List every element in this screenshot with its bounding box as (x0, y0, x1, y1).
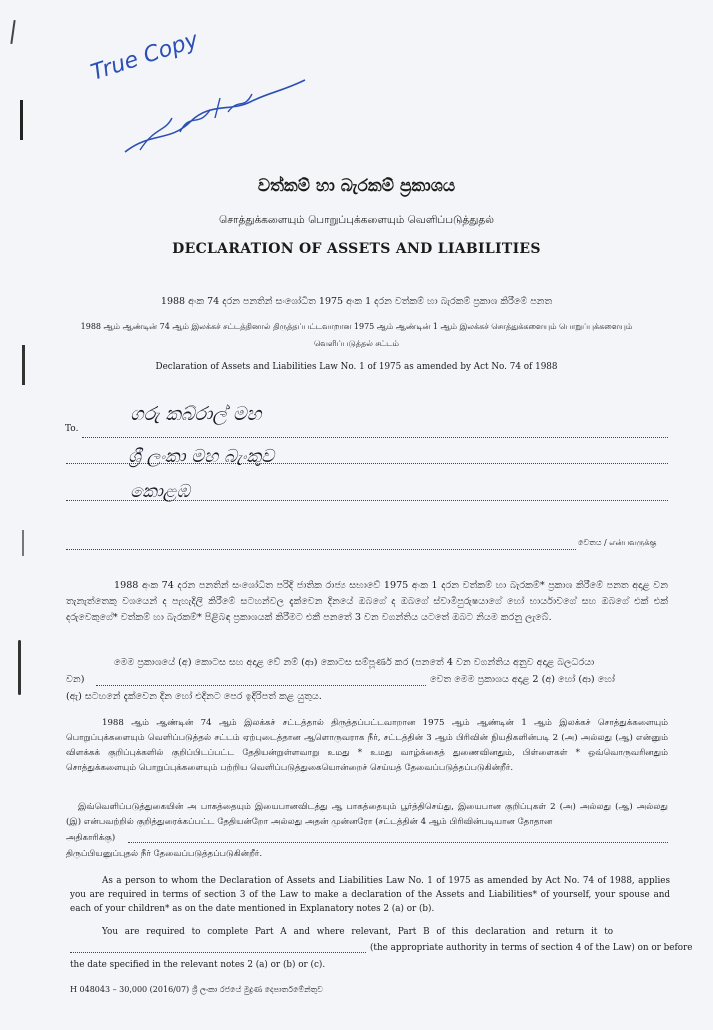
true-copy-annotation: True Copy (88, 27, 202, 86)
law-title-tamil-2: வெளிப்படுத்தல் சட்டம் (314, 339, 399, 348)
english-paragraph-2-authority: (the appropriate authority in terms of section 4 of the Law) on or before (370, 943, 693, 953)
authority-blank-sinhala (96, 684, 426, 686)
binder-mark (20, 100, 23, 140)
sinhala-paragraph-2-suffix: වෙත මෙම ප්‍රකාශය අදාළ 2 (අ) හෝ (ආ) හෝ (430, 674, 615, 685)
sinhala-paragraph-1: 1988 අංක 74 දරන පනතින් සංශෝධිත පරිදි ජාතික රාජ්‍ය සභාවේ 1975 අංක 1 දරන වත්කම් හා බැරකම්* ප්‍රකාශ කිරීමේ පනත අදාළ වන තැනැත්තෙකු වශයෙන් ද පැහැදිලි කිරීමේ සටහන්වල දැක්වෙන දිනයේ ඔබගේ ද ඔබගේ ස්වාමිපුරුෂයාගේ හෝ භාර්යාවගේ සහ ඔබගේ එක් එක් දරුවෙකුගේ* වත්කම් හා බැරකම්* පිළිබඳ ප්‍රකාශයක් කිරීමට එකී පනතේ 3 වන වගන්තිය යටතේ ඔබට නියම කරනු ලැබේ. (66, 580, 668, 623)
english-paragraph-2-end: the date specified in the relevant notes 2 (a) or (b) or (c). (70, 960, 326, 970)
title-english: DECLARATION OF ASSETS AND LIABILITIES (172, 241, 541, 257)
to-label: To. (65, 424, 79, 434)
law-title-tamil-1: 1988 ஆம் ஆண்டின் 74 ஆம் இலக்கச் சட்டத்தினால் திருத்தப்பட்டவாறான 1975 ஆம் ஆண்டின் 1 ஆம் இலக்கச் சொத்துக்களையும் பொறுப்புக்களையும் (80, 322, 633, 331)
to-address-line-3: කොළඹ (130, 481, 190, 502)
english-paragraph-2: You are required to complete Part A and where relevant, Part B of this declaration and return it to (102, 927, 614, 937)
binder-mark (18, 640, 21, 695)
title-tamil: சொத்துக்களையும் பொறுப்புக்களையும் வெளிப்படுத்துதல் (219, 214, 494, 226)
law-title-sinhala: 1988 අංක 74 දරන පනතින් සංශෝධිත 1975 අංක 1 දරන වත්කම් හා බැරකම් ප්‍රකාශ කිරීමේ පනත (160, 296, 553, 307)
binder-mark (10, 20, 15, 44)
signature-scribble (120, 72, 310, 162)
print-footer: H 048043 – 30,000 (2016/07) ශ්‍රී ලංකා රජයේ මුද්‍රණ දෙපාර්තමේන්තුව (70, 985, 323, 994)
law-title-english: Declaration of Assets and Liabilities Law No. 1 of 1975 as amended by Act No. 74 of 1988 (155, 362, 558, 372)
to-address-line-2: ශ්‍රී ලංකා මහ බැංකුව (128, 446, 275, 467)
sinhala-paragraph-2: මෙම ප්‍රකාශයේ (අ) කොටස සහ අදාළ වේ නම් (ආ) කොටස සම්පූර්ණ කර (පනතේ 4 වන වගන්තිය අනුව අදාළ බලධරයා (114, 657, 595, 668)
to-address-line-1: ගරු කබ්රාල් මහ (130, 403, 262, 425)
sinhala-paragraph-2-prefix: වන) (66, 674, 85, 685)
tamil-paragraph-1: 1988 ஆம் ஆண்டின் 74 ஆம் இலக்கச் சட்டத்தால் திருத்தப்பட்டவாறான 1975 ஆம் ஆண்டின் 1 ஆம் இலக்கச் சொத்துக்களையும் பொறுப்புக்களையும் வெளிப்படுத்தல் சட்டம் ஏற்புடைத்தான ஆளொருவராக நீர், சட்டத்தின் 3 ஆம் பிரிவின் நியதிகளின்படி 2 (அ) அல்லது (ஆ) என்னும் விளக்கக் குறிப்புக்களில் குறிப்பிடப்பட்ட தேதியன்றுள்ளவாறு உமது * உமது வாழ்க்கைத் துணைவினதும், பிள்ளைகள் * ஒவ்வொருவரினதும் சொத்துக்களையும் பொறுப்புக்களையும் பற்றிய வெளிப்படுத்துகையொன்றைச் செய்யத் தேவைப்படுத்தப்படுகின்றீர். (66, 718, 668, 773)
tamil-paragraph-2-end: திருப்பியனுப்புதல் நீர் தேவைப்படுத்தப்படுகின்றீர். (66, 849, 263, 859)
to-line-4 (66, 548, 576, 550)
title-sinhala: වත්කම් හා බැරකම් ප්‍රකාශය (257, 176, 456, 196)
tamil-paragraph-2: இவ்வெளிப்படுத்துகையின் அ பாகத்தையும் இயைபானவிடத்து ஆ பாகத்தையும் பூர்த்திசெய்து, இயைபான குறிப்புகள் 2 (அ) அல்லது (ஆ) அல்லது (இ) என்பவற்றில் குறித்துரைக்கப்பட்ட தேதியன்றோ அல்லது அதன் முன்னரோ (சட்டத்தின் 4 ஆம் பிரிவின்படியான தோதான (66, 802, 668, 827)
to-suffix: වෙතය / என்பவருக்கு (578, 538, 657, 547)
authority-blank-english (70, 951, 366, 953)
sinhala-paragraph-2-end: (ඇ) සටහනේ දැක්වෙන දින හෝ එදිනට පෙර ඉදිරිපත් කළ යුතුය. (66, 691, 322, 702)
binder-mark (22, 530, 24, 556)
to-line-1 (82, 436, 668, 438)
english-paragraph-1: As a person to whom the Declaration of Assets and Liabilities Law No. 1 of 1975 as amended by Act No. 74 of 1988, applies you are required in terms of section 3 of the Law to make a declaration of the Assets and Liabilities* of yourself, your spouse and each of your children* as on the date mentioned in Explanatory notes 2 (a) or (b). (70, 876, 670, 914)
tamil-paragraph-2-authority: அதிகாரிக்கு) (66, 833, 116, 843)
bleed-through-mark (300, 90, 540, 170)
authority-blank-tamil (128, 841, 668, 843)
